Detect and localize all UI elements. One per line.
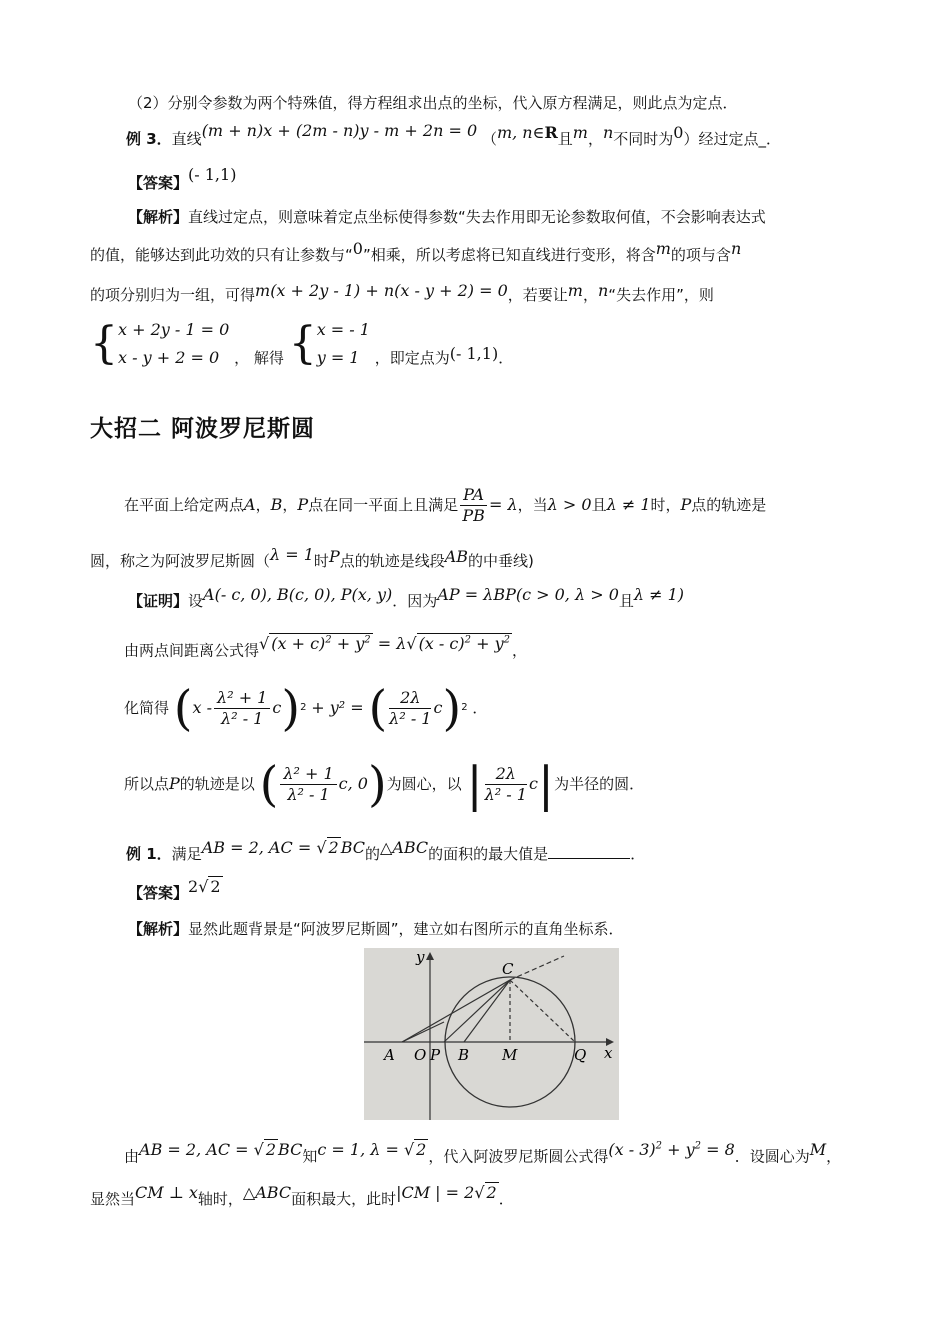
equation-system-2: x = - 1 y = 1	[316, 320, 370, 367]
ratio-fraction: $\frac{PA}{PB}$	[460, 485, 487, 526]
paragraph-method-2: （2）分别令参数为两个特殊值，得方程组求出点的坐标，代入原方程满足，则此点为定点．	[128, 94, 738, 112]
label-y: y	[416, 948, 425, 966]
label-C: C	[502, 960, 514, 978]
segment-A-extra	[402, 1022, 444, 1042]
distance-formula-line: 由两点间距离公式得√ $(x + c)^2 + y^2 = \lambda√$ $(x - c)^2 + y^2$，	[124, 634, 527, 660]
label-Q: Q	[574, 1046, 587, 1064]
definition-line-2: 圆，称之为阿波罗尼斯圆（λ = 1时P点的轨迹是线段AB的中垂线)	[90, 545, 534, 570]
label-x: x	[604, 1044, 613, 1062]
coordinate-diagram	[364, 948, 619, 1120]
example-1-question: 例 1．满足AB = 2, AC = √ 2 BC的△ABC的面积的最大值是 ．	[126, 838, 646, 863]
answer-1: 【答案】(- 1,1)	[128, 165, 237, 192]
segment-extension	[510, 956, 564, 980]
section-heading: 大招二 阿波罗尼斯圆	[90, 416, 316, 442]
grouped-equation: m(x + 2y - 1) + n(x - y + 2) = 0	[255, 281, 508, 300]
example-3-question: 例 3．直线(m + n)x + (2m - n)y - m + 2n = 0 （m, n∈R且m，n不同时为0）经过定点_．	[126, 121, 781, 148]
segment-AC	[402, 980, 510, 1042]
label-B: B	[458, 1046, 470, 1064]
answer-2: 【答案】2√ 2	[128, 877, 221, 902]
apollonius-figure	[364, 948, 619, 1120]
solution-systems: { x + 2y - 1 = 0 x - y + 2 = 0 ， 解得 { x = - 1 y = 1 ，即定点为(- 1,1)．	[90, 316, 513, 372]
label-A: A	[384, 1046, 395, 1064]
solution-line-3: 的项分别归为一组，可得m(x + 2y - 1) + n(x - y + 2) = 0，若要让m，n“失去作用”，则	[90, 281, 714, 304]
segment-CQ	[510, 980, 575, 1042]
solution-line-1: 【解析】直线过定点，则意味着定点坐标使得参数“失去作用即无论参数取何值，不会影响表达式	[128, 208, 766, 226]
definition-line-1: 在平面上给定两点A，B，P点在同一平面上且满足 $\frac{PA}{PB}$ = λ，当λ > 0且λ ≠ 1时，P点的轨迹是	[124, 485, 767, 525]
answer-blank	[548, 842, 630, 859]
solution-line-2: 的值，能够达到此功效的只有让参数与“0”相乘，所以考虑将已知直线进行变形，将含m的项与含n	[90, 239, 742, 264]
final-line-1: 由AB = 2, AC = √ 2 BC知c = 1, λ = √ 2 ，代入阿波罗尼斯圆公式得$(x - 3)^2 + y^2 = 8$．设圆心为M，	[124, 1140, 842, 1166]
center-radius-line: 所以点P的轨迹是以 ( $\frac{\text{λ² + 1}}{\text{λ² - 1}}$ c, 0)为圆心，以 | $\frac{2\lambda}{\text{λ² - 1}}$ c|为半径的圆．	[124, 756, 645, 813]
label-M: M	[502, 1046, 518, 1064]
label-P: P	[430, 1046, 441, 1064]
simplified-equation-line: 化简得 (x - $\frac{\text{λ² + 1}}{\text{λ² - 1}}$ c)$^2$ + y² = ( $\frac{2\lambda}{\text{λ² - 1}}$ c)$^2$ ．	[124, 680, 488, 737]
label-O: O	[414, 1046, 427, 1064]
y-axis-arrow	[426, 952, 434, 960]
proof-line-1: 【证明】设A(- c, 0), B(c, 0), P(x, y)．因为AP = λBP(c > 0, λ > 0且λ ≠ 1)	[128, 585, 685, 610]
example-label: 例 3．	[126, 130, 172, 148]
line-equation: (m + n)x + (2m - n)y - m + 2n = 0	[201, 121, 478, 140]
solution-2: 【解析】显然此题背景是“阿波罗尼斯圆”，建立如右图所示的直角坐标系．	[128, 920, 624, 938]
segment-PC	[444, 980, 510, 1042]
equation-system-1: x + 2y - 1 = 0 x - y + 2 = 0	[118, 320, 230, 367]
final-line-2: 显然当CM ⊥ x轴时，△ABC面积最大，此时|CM | = 2√ 2 ．	[90, 1183, 514, 1208]
answer-value: (- 1,1)	[188, 165, 237, 184]
answer-blank: _	[758, 130, 766, 148]
